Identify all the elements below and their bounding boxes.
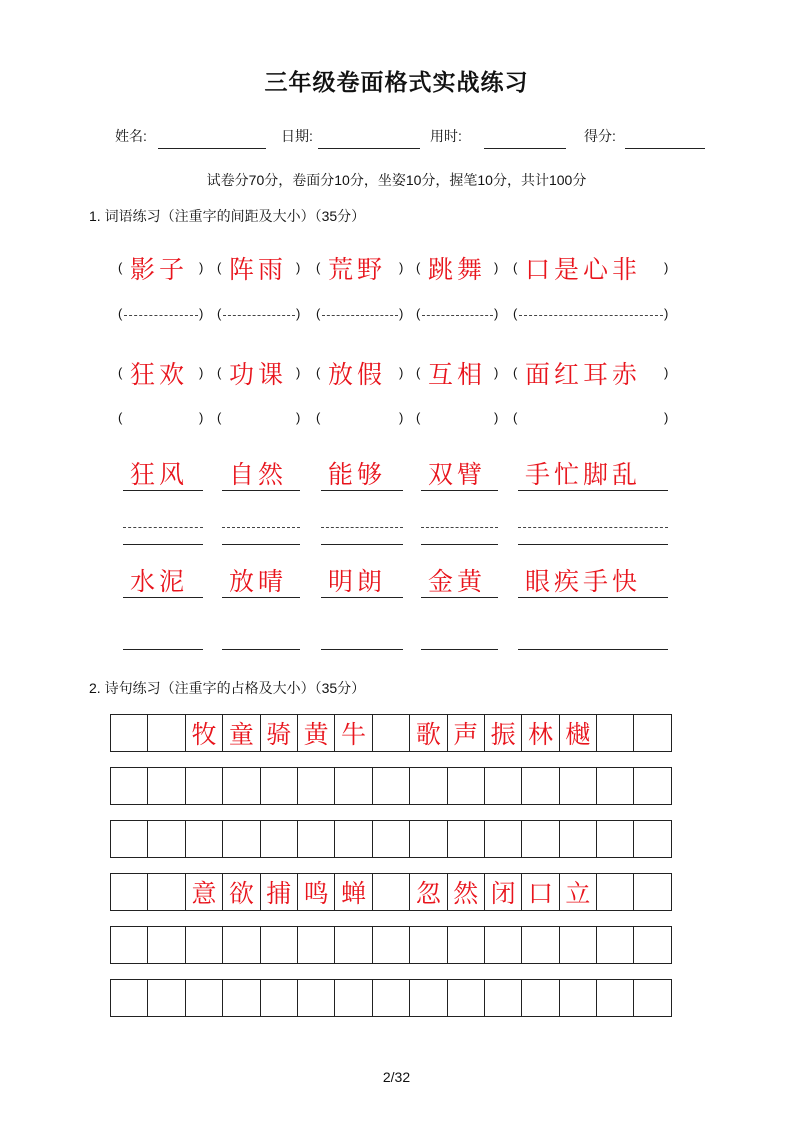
writing-cell[interactable] (597, 874, 634, 910)
close-paren: ) (494, 260, 499, 275)
writing-cell[interactable] (560, 821, 597, 857)
section1-heading: 1. 词语练习（注重字的间距及大小）（35分） (89, 208, 366, 224)
model-char-cell: 樾 (560, 715, 597, 751)
writing-cell[interactable] (448, 768, 485, 804)
grid-row (110, 767, 672, 805)
score-label: 得分: (584, 128, 616, 144)
open-paren: ( (416, 410, 421, 425)
page-title: 三年级卷面格式实战练习 (264, 69, 529, 95)
writing-cell[interactable] (298, 927, 335, 963)
writing-cell[interactable] (148, 768, 185, 804)
model-underline (321, 490, 403, 491)
model-char-cell: 鸣 (298, 874, 335, 910)
model-underline (421, 490, 498, 491)
close-paren: ) (199, 365, 204, 380)
model-char-cell: 声 (448, 715, 485, 751)
answer-blank[interactable] (223, 410, 295, 426)
writing-cell[interactable] (373, 821, 410, 857)
open-paren: ( (416, 306, 421, 321)
time-label: 用时: (430, 128, 462, 144)
model-word: 金黄 (428, 567, 487, 596)
model-char-cell: 振 (485, 715, 522, 751)
name-field[interactable] (158, 148, 266, 149)
writing-cell[interactable] (410, 927, 447, 963)
model-char-cell: 欲 (223, 874, 260, 910)
writing-cell[interactable] (335, 821, 372, 857)
close-paren: ) (199, 410, 204, 425)
close-paren: ) (494, 306, 499, 321)
writing-cell[interactable] (485, 927, 522, 963)
close-paren: ) (664, 260, 669, 275)
writing-cell[interactable] (597, 927, 634, 963)
open-paren: ( (513, 365, 518, 380)
writing-cell[interactable] (634, 927, 671, 963)
open-paren: ( (316, 365, 321, 380)
grid-row (110, 926, 672, 964)
writing-cell[interactable] (485, 768, 522, 804)
answer-guide-line (222, 527, 300, 528)
close-paren: ) (199, 306, 204, 321)
date-field[interactable] (318, 148, 420, 149)
writing-cell[interactable] (448, 821, 485, 857)
page-number: 2/32 (382, 1069, 411, 1085)
open-paren: ( (118, 306, 123, 321)
model-underline (123, 490, 203, 491)
close-paren: ) (296, 410, 301, 425)
open-paren: ( (513, 306, 518, 321)
writing-cell[interactable] (410, 821, 447, 857)
close-paren: ) (494, 410, 499, 425)
writing-cell[interactable] (335, 927, 372, 963)
writing-cell[interactable] (597, 980, 634, 1016)
writing-cell[interactable] (298, 980, 335, 1016)
writing-cell[interactable] (186, 980, 223, 1016)
writing-cell[interactable] (560, 927, 597, 963)
writing-cell[interactable] (261, 821, 298, 857)
answer-line[interactable] (123, 544, 203, 545)
time-field[interactable] (484, 148, 566, 149)
writing-cell[interactable] (560, 768, 597, 804)
writing-cell[interactable] (634, 715, 671, 751)
model-underline (518, 597, 668, 598)
close-paren: ) (664, 365, 669, 380)
writing-cell[interactable] (111, 821, 148, 857)
writing-cell[interactable] (335, 980, 372, 1016)
model-char-cell: 骑 (261, 715, 298, 751)
writing-cell[interactable] (148, 927, 185, 963)
writing-cell[interactable] (522, 768, 559, 804)
model-char-cell: 林 (522, 715, 559, 751)
close-paren: ) (399, 365, 404, 380)
model-word: 水泥 (130, 567, 189, 596)
open-paren: ( (316, 306, 321, 321)
model-char-cell: 蝉 (335, 874, 372, 910)
writing-cell[interactable] (186, 821, 223, 857)
model-underline (222, 490, 300, 491)
model-word: 互相 (428, 360, 487, 389)
grid-row (110, 873, 672, 911)
model-underline (518, 490, 668, 491)
writing-cell[interactable] (148, 980, 185, 1016)
model-word: 自然 (229, 460, 288, 489)
answer-line[interactable] (123, 649, 203, 650)
writing-cell[interactable] (634, 874, 671, 910)
answer-blank[interactable] (124, 410, 198, 426)
model-word: 眼疾手快 (525, 567, 642, 596)
writing-cell[interactable] (186, 768, 223, 804)
writing-cell[interactable] (111, 927, 148, 963)
answer-blank[interactable] (422, 410, 493, 426)
writing-cell[interactable] (485, 821, 522, 857)
model-word: 狂欢 (130, 360, 189, 389)
model-word: 能够 (328, 460, 387, 489)
model-word: 放假 (328, 360, 387, 389)
writing-cell[interactable] (111, 768, 148, 804)
model-word: 荒野 (328, 255, 387, 284)
open-paren: ( (118, 260, 123, 275)
answer-blank[interactable] (519, 410, 663, 426)
open-paren: ( (217, 410, 222, 425)
writing-cell[interactable] (522, 821, 559, 857)
writing-cell[interactable] (373, 874, 410, 910)
grid-row (110, 714, 672, 752)
writing-cell[interactable] (485, 980, 522, 1016)
writing-cell[interactable] (148, 715, 185, 751)
grid-row (110, 979, 672, 1017)
writing-cell[interactable] (410, 768, 447, 804)
writing-cell[interactable] (373, 927, 410, 963)
section2-heading: 2. 诗句练习（注重字的占格及大小）（35分） (89, 680, 366, 696)
score-note: 试卷分70分，卷面分10分，坐姿10分，握笔10分，共计100分 (206, 172, 587, 188)
answer-line[interactable] (321, 544, 403, 545)
answer-line[interactable] (222, 649, 300, 650)
answer-blank[interactable] (422, 315, 493, 316)
model-word: 狂风 (130, 460, 189, 489)
close-paren: ) (399, 260, 404, 275)
answer-line[interactable] (421, 544, 498, 545)
writing-cell[interactable] (522, 980, 559, 1016)
writing-cell[interactable] (261, 980, 298, 1016)
writing-cell[interactable] (448, 980, 485, 1016)
writing-cell[interactable] (448, 927, 485, 963)
model-char-cell: 牛 (335, 715, 372, 751)
open-paren: ( (416, 260, 421, 275)
model-char-cell: 牧 (186, 715, 223, 751)
writing-cell[interactable] (111, 874, 148, 910)
answer-guide-line (321, 527, 403, 528)
writing-cell[interactable] (634, 768, 671, 804)
close-paren: ) (399, 410, 404, 425)
model-underline (222, 597, 300, 598)
writing-cell[interactable] (148, 874, 185, 910)
writing-cell[interactable] (335, 768, 372, 804)
model-char-cell: 捕 (261, 874, 298, 910)
model-word: 跳舞 (428, 255, 487, 284)
writing-cell[interactable] (261, 768, 298, 804)
close-paren: ) (399, 306, 404, 321)
model-word: 功课 (229, 360, 288, 389)
answer-line[interactable] (518, 544, 668, 545)
open-paren: ( (118, 410, 123, 425)
answer-guide-line (123, 527, 203, 528)
answer-line[interactable] (518, 649, 668, 650)
close-paren: ) (664, 306, 669, 321)
model-word: 面红耳赤 (525, 360, 642, 389)
writing-cell[interactable] (410, 980, 447, 1016)
answer-line[interactable] (421, 649, 498, 650)
close-paren: ) (296, 306, 301, 321)
model-char-cell: 然 (448, 874, 485, 910)
answer-blank[interactable] (322, 410, 398, 426)
model-word: 放晴 (229, 567, 288, 596)
answer-blank[interactable] (322, 315, 398, 316)
close-paren: ) (296, 365, 301, 380)
model-char-cell: 闭 (485, 874, 522, 910)
answer-line[interactable] (321, 649, 403, 650)
model-word: 双臂 (428, 460, 487, 489)
open-paren: ( (217, 260, 222, 275)
writing-cell[interactable] (634, 821, 671, 857)
answer-guide-line (518, 527, 668, 528)
open-paren: ( (416, 365, 421, 380)
model-word: 影子 (130, 255, 189, 284)
writing-cell[interactable] (298, 821, 335, 857)
writing-cell[interactable] (223, 768, 260, 804)
answer-blank[interactable] (124, 315, 198, 316)
writing-cell[interactable] (560, 980, 597, 1016)
model-char-cell: 意 (186, 874, 223, 910)
writing-cell[interactable] (223, 980, 260, 1016)
date-label: 日期: (281, 128, 313, 144)
score-field[interactable] (625, 148, 705, 149)
open-paren: ( (316, 260, 321, 275)
model-underline (123, 597, 203, 598)
model-char-cell: 立 (560, 874, 597, 910)
writing-cell[interactable] (111, 715, 148, 751)
model-word: 阵雨 (229, 255, 288, 284)
writing-cell[interactable] (597, 768, 634, 804)
writing-cell[interactable] (597, 715, 634, 751)
close-paren: ) (664, 410, 669, 425)
model-word: 明朗 (328, 567, 387, 596)
writing-cell[interactable] (298, 768, 335, 804)
model-underline (321, 597, 403, 598)
model-char-cell: 歌 (410, 715, 447, 751)
model-char-cell: 忽 (410, 874, 447, 910)
open-paren: ( (217, 365, 222, 380)
writing-cell[interactable] (223, 821, 260, 857)
grid-row (110, 820, 672, 858)
open-paren: ( (217, 306, 222, 321)
model-char-cell: 童 (223, 715, 260, 751)
answer-line[interactable] (222, 544, 300, 545)
open-paren: ( (316, 410, 321, 425)
answer-blank[interactable] (223, 315, 295, 316)
model-char-cell: 黄 (298, 715, 335, 751)
writing-cell[interactable] (186, 927, 223, 963)
open-paren: ( (118, 365, 123, 380)
writing-cell[interactable] (634, 980, 671, 1016)
name-label: 姓名: (115, 128, 147, 144)
writing-cell[interactable] (373, 980, 410, 1016)
writing-cell[interactable] (373, 768, 410, 804)
writing-cell[interactable] (597, 821, 634, 857)
model-word: 口是心非 (525, 255, 642, 284)
answer-blank[interactable] (519, 315, 663, 316)
model-underline (421, 597, 498, 598)
writing-cell[interactable] (223, 927, 260, 963)
writing-cell[interactable] (148, 821, 185, 857)
writing-cell[interactable] (522, 927, 559, 963)
model-word: 手忙脚乱 (525, 460, 642, 489)
writing-cell[interactable] (111, 980, 148, 1016)
close-paren: ) (296, 260, 301, 275)
open-paren: ( (513, 410, 518, 425)
open-paren: ( (513, 260, 518, 275)
writing-cell[interactable] (261, 927, 298, 963)
close-paren: ) (199, 260, 204, 275)
model-char-cell: 口 (522, 874, 559, 910)
close-paren: ) (494, 365, 499, 380)
answer-guide-line (421, 527, 498, 528)
writing-cell[interactable] (373, 715, 410, 751)
